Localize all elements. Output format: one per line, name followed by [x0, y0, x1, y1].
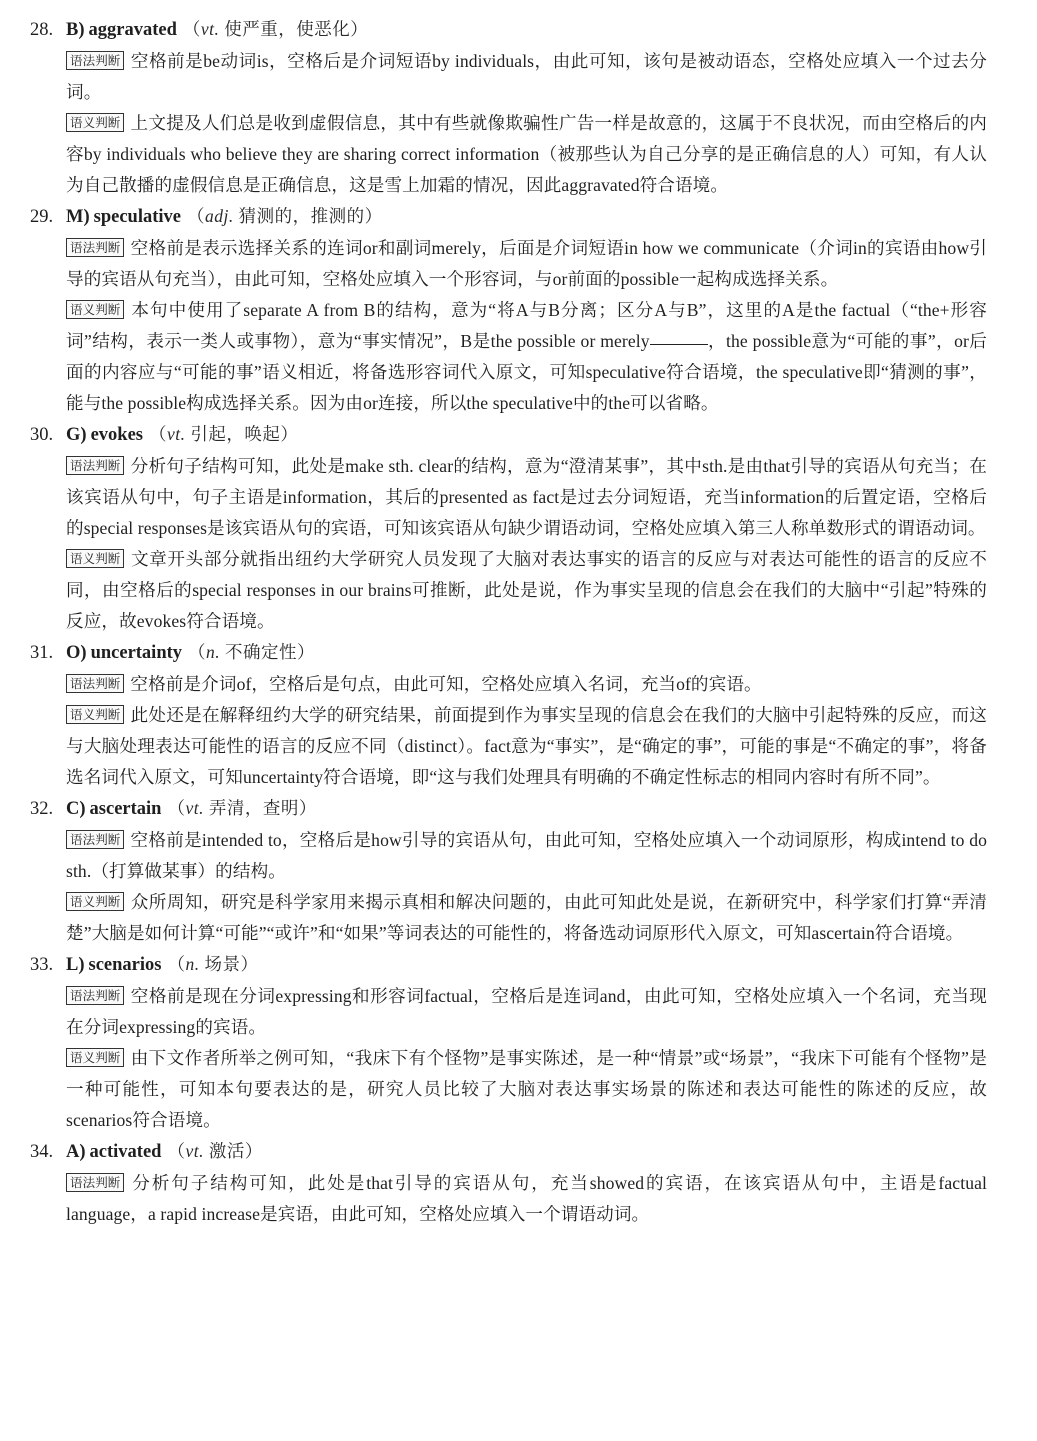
analysis-text: 分析句子结构可知，此处是make sth. clear的结构，意为“澄清某事”，其中sth.是由that引导的宾语从句充当；在该宾语从句中，句子主语是information，其后的presented as fact是过去分词短语，充当information的后置定语，空格后的special responses是该宾语从句的宾语，可知该宾语从句缺少谓语动词，空格处应填入第三人称单数形式的谓语动词。: [66, 456, 987, 538]
part-of-speech: adj.: [204, 206, 234, 226]
analysis-paragraph: [66, 233, 987, 295]
analysis-paragraph: [66, 1168, 987, 1230]
analysis-text: 众所周知，研究是科学家用来揭示真相和解决问题的，由此可知此处是说，在新研究中，科学家们打算“弄清楚”大脑是如何计算“可能”“或许”和“如果”等词表达的可能性的，将备选动词原形代入原文，可知ascertain符合语境。: [66, 892, 987, 943]
word-gloss: （vt. 激活）: [167, 1141, 263, 1161]
analysis-text: 空格前是表示选择关系的连词or和副词merely，后面是介词短语in how we communicate（介词in的宾语由how引导的宾语从句充当），由此可知，空格处应填入一个形容词，与or前面的possible一起构成选择关系。: [66, 238, 987, 289]
word-meaning: 猜测的，推测的: [238, 206, 365, 226]
entry-heading: [30, 1136, 987, 1168]
fill-blank: [650, 343, 708, 345]
entry-30: [30, 419, 987, 637]
analysis-paragraph: [66, 544, 987, 637]
part-of-speech: n.: [206, 642, 221, 662]
word-meaning: 使严重，使恶化: [224, 19, 351, 39]
word-meaning: 激活: [208, 1141, 245, 1161]
entry-heading: [30, 14, 987, 46]
part-of-speech: vt.: [185, 798, 204, 818]
question-number: 33.: [30, 955, 54, 975]
grammar-tag: 语法判断: [66, 238, 124, 257]
grammar-tag: 语法判断: [66, 830, 124, 849]
entry-heading: [30, 419, 987, 451]
grammar-tag: 语法判断: [66, 986, 124, 1005]
question-number: 31.: [30, 643, 54, 663]
answer-word: aggravated: [88, 20, 177, 40]
question-number: 29.: [30, 207, 54, 227]
analysis-text: 分析句子结构可知，此处是that引导的宾语从句，充当showed的宾语，在该宾语从句中，主语是factual language，a rapid increase是宾语，由此可知，空格处应填入一个谓语动词。: [66, 1173, 987, 1224]
semantic-tag: 语义判断: [66, 300, 124, 319]
word-gloss: （adj. 猜测的，推测的）: [186, 206, 383, 226]
analysis-text: 此处还是在解释纽约大学的研究结果，前面提到作为事实呈现的信息会在我们的大脑中引起特殊的反应，而这与大脑处理表达可能性的语言的反应不同（distinct）。fact意为“事实”，是“确定的事”，可能的事是“不确定的事”，将备选名词代入原文，可知uncertainty符合语境，即“这与我们处理具有明确的不确定性标志的相同内容时有所不同”。: [66, 705, 987, 787]
semantic-tag: 语义判断: [66, 892, 124, 911]
analysis-paragraph: [66, 46, 987, 108]
analysis-paragraph: [66, 825, 987, 887]
option-letter: G): [66, 425, 87, 445]
entry-heading: [30, 201, 987, 233]
question-number: 30.: [30, 425, 54, 445]
question-number: 32.: [30, 799, 54, 819]
word-gloss: （vt. 使严重，使恶化）: [182, 19, 369, 39]
answer-word: speculative: [93, 207, 181, 227]
analysis-text: 由下文作者所举之例可知，“我床下有个怪物”是事实陈述，是一种“情景”或“场景”，“我床下可能有个怪物”是一种可能性，可知本句要表达的是，研究人员比较了大脑对表达事实场景的陈述和表达可能性的陈述的反应，故scenarios符合语境。: [66, 1048, 987, 1130]
entry-29: [30, 201, 987, 419]
option-letter: M): [66, 207, 90, 227]
analysis-text: 空格前是intended to，空格后是how引导的宾语从句，由此可知，空格处应填入一个动词原形，构成intend to do sth.（打算做某事）的结构。: [66, 830, 987, 881]
answer-word: activated: [89, 1142, 162, 1162]
analysis-paragraph: [66, 887, 987, 949]
part-of-speech: vt.: [185, 1141, 204, 1161]
option-letter: O): [66, 643, 87, 663]
answer-word: scenarios: [88, 955, 162, 975]
option-letter: L): [66, 955, 85, 975]
word-meaning: 场景: [204, 954, 241, 974]
analysis-paragraph: [66, 700, 987, 793]
analysis-text-continued: ，the possible意为“可能的事”，or后面的内容应与“可能的事”语义相近，将备选形容词代入原文，可知speculative符合语境，the speculative即“猜测的事”，能与the possible构成选择关系。因为由or连接，所以the speculative中的the可以省略。: [66, 331, 987, 413]
word-meaning: 弄清，查明: [208, 798, 299, 818]
semantic-tag: 语义判断: [66, 1048, 124, 1067]
analysis-text: 本句中使用了separate A from B的结构，意为“将A与B分离；区分A与B”，这里的A是the factual（“the+形容词”结构，表示一类人或事物），意为“事实情况”，B是the possible or merely: [66, 300, 987, 351]
analysis-paragraph: [66, 981, 987, 1043]
option-letter: A): [66, 1142, 86, 1162]
question-number: 28.: [30, 20, 54, 40]
analysis-text: 空格前是现在分词expressing和形容词factual，空格后是连词and，由此可知，空格处应填入一个名词，充当现在分词expressing的宾语。: [66, 986, 987, 1037]
entry-28: [30, 14, 987, 201]
entry-heading: [30, 949, 987, 981]
word-gloss: （vt. 弄清，查明）: [167, 798, 317, 818]
analysis-text: 空格前是介词of，空格后是句点，由此可知，空格处应填入名词，充当of的宾语。: [130, 674, 762, 694]
semantic-tag: 语义判断: [66, 549, 124, 568]
analysis-paragraph: [66, 295, 987, 419]
entry-34: [30, 1136, 987, 1230]
semantic-tag: 语义判断: [66, 705, 124, 724]
analysis-paragraph: [66, 669, 987, 700]
word-gloss: （n. 不确定性）: [188, 642, 316, 662]
answer-word: ascertain: [89, 799, 162, 819]
part-of-speech: vt.: [166, 424, 186, 444]
entry-33: [30, 949, 987, 1136]
entry-heading: [30, 793, 987, 825]
grammar-tag: 语法判断: [66, 456, 124, 475]
question-number: 34.: [30, 1142, 54, 1162]
part-of-speech: vt.: [200, 19, 220, 39]
grammar-tag: 语法判断: [66, 674, 124, 693]
entry-31: [30, 637, 987, 793]
word-meaning: 引起，唤起: [190, 424, 281, 444]
grammar-tag: 语法判断: [66, 51, 124, 70]
entry-heading: [30, 637, 987, 669]
analysis-paragraph: [66, 108, 987, 201]
grammar-tag: 语法判断: [66, 1173, 124, 1192]
analysis-text: 文章开头部分就指出纽约大学研究人员发现了大脑对表达事实的语言的反应与对表达可能性的语言的反应不同，由空格后的special responses in our brains可推断，此处是说，作为事实呈现的信息会在我们的大脑中“引起”特殊的反应，故evokes符合语境。: [66, 549, 987, 631]
analysis-paragraph: [66, 1043, 987, 1136]
analysis-text: 上文提及人们总是收到虚假信息，其中有些就像欺骗性广告一样是故意的，这属于不良状况，而由空格后的内容by individuals who believe they are sharing correct information（被那些认为自己分享的是正确信息的人）可知，有人认为自己散播的虚假信息是正确信息，这是雪上加霜的情况，因此aggravated符合语境。: [66, 113, 987, 195]
answer-word: uncertainty: [90, 643, 183, 663]
part-of-speech: n.: [185, 954, 200, 974]
answer-word: evokes: [90, 425, 143, 445]
semantic-tag: 语义判断: [66, 113, 124, 132]
option-letter: C): [66, 799, 86, 819]
analysis-text: 空格前是be动词is，空格后是介词短语by individuals，由此可知，该句是被动语态，空格处应填入一个过去分词。: [66, 51, 987, 102]
word-gloss: （n. 场景）: [167, 954, 259, 974]
option-letter: B): [66, 20, 85, 40]
entry-32: [30, 793, 987, 949]
word-gloss: （vt. 引起，唤起）: [148, 424, 299, 444]
analysis-paragraph: [66, 451, 987, 544]
word-meaning: 不确定性: [225, 642, 298, 662]
